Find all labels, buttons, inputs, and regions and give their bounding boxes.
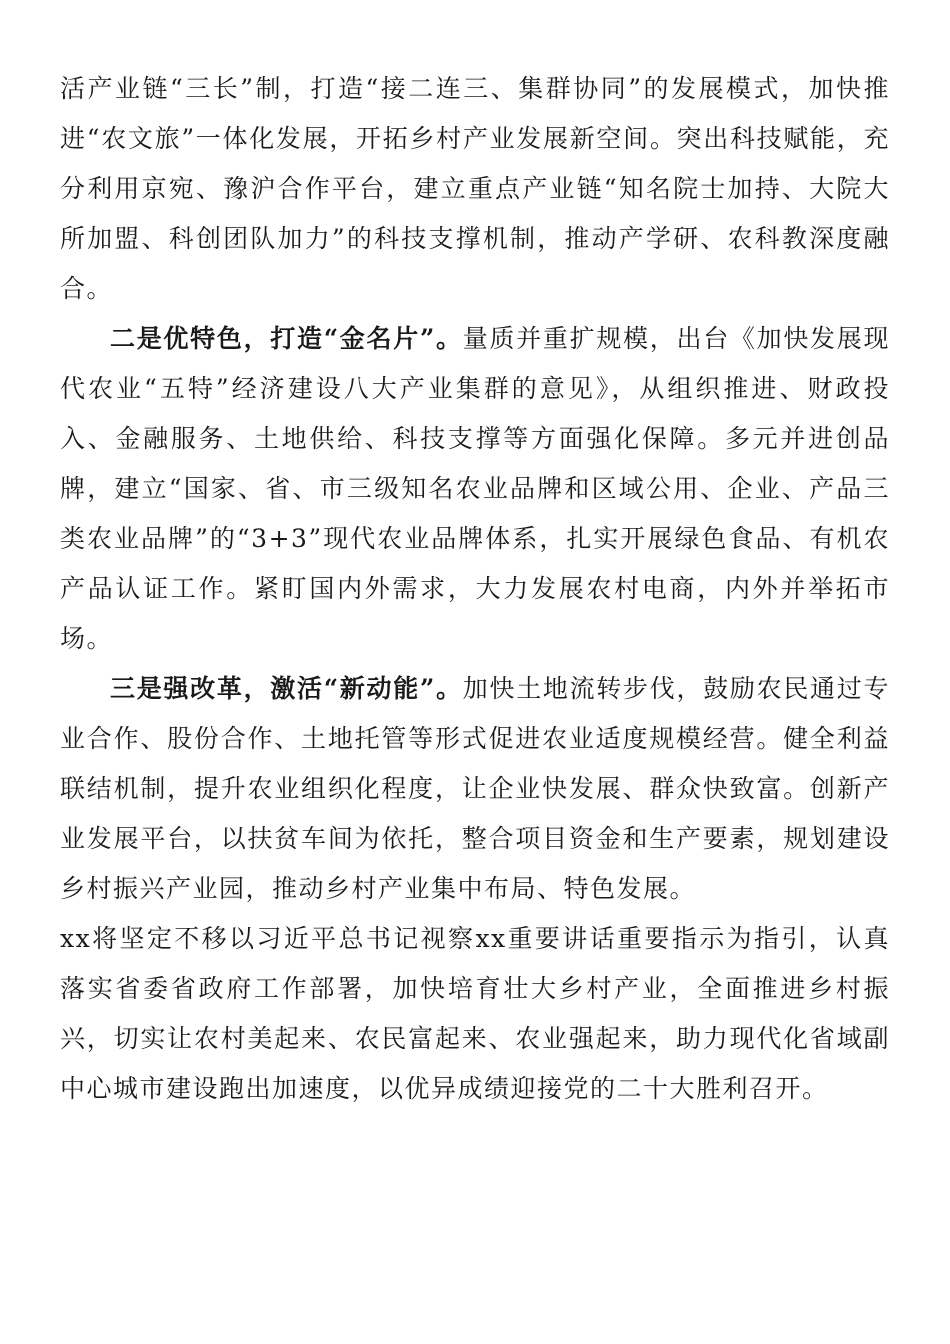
paragraph-point-three [60,664,890,914]
paragraph-text: xx将坚定不移以习近平总书记视察xx重要讲话重要指示为指引，认真落实省委省政府工作部署，加快培育壮大乡村产业，全面推进乡村振兴，切实让农村美起来、农民富起来、农业强起来，助力现代化省域副中心城市建设跑出加速度，以优异成绩迎接党的二十大胜利召开。 [60,924,890,1103]
paragraph-point-two [60,314,890,664]
document-body [60,64,890,1114]
paragraph-text: 加快土地流转步伐，鼓励农民通过专业合作、股份合作、土地托管等形式促进农业适度规模经营。健全利益联结机制，提升农业组织化程度，让企业快发展、群众快致富。创新产业发展平台，以扶贫车间为依托，整合项目资金和生产要素，规划建设乡村振兴产业园，推动乡村产业集中布局、特色发展。 [60,674,890,903]
paragraph-text: 量质并重扩规模，出台《加快发展现代农业“五特”经济建设八大产业集群的意见》，从组织推进、财政投入、金融服务、土地供给、科技支撑等方面强化保障。多元并进创品牌，建立“国家、省、市三级知名农业品牌和区域公用、企业、产品三类农业品牌”的“3+3”现代农业品牌体系，扎实开展绿色食品、有机农产品认证工作。紧盯国内外需求，大力发展农村电商，内外并举拓市场。 [60,324,890,653]
paragraph-lead: 三是强改革，激活“新动能”。 [110,674,463,703]
paragraph-lead: 二是优特色，打造“金名片”。 [110,324,463,353]
paragraph-text: 活产业链“三长”制，打造“接二连三、集群协同”的发展模式，加快推进“农文旅”一体化发展，开拓乡村产业发展新空间。突出科技赋能，充分利用京宛、豫沪合作平台，建立重点产业链“知名院士加持、大院大所加盟、科创团队加力”的科技支撑机制，推动产学研、农科教深度融合。 [60,74,890,303]
paragraph-continuation [60,64,890,314]
paragraph-conclusion [60,914,890,1114]
